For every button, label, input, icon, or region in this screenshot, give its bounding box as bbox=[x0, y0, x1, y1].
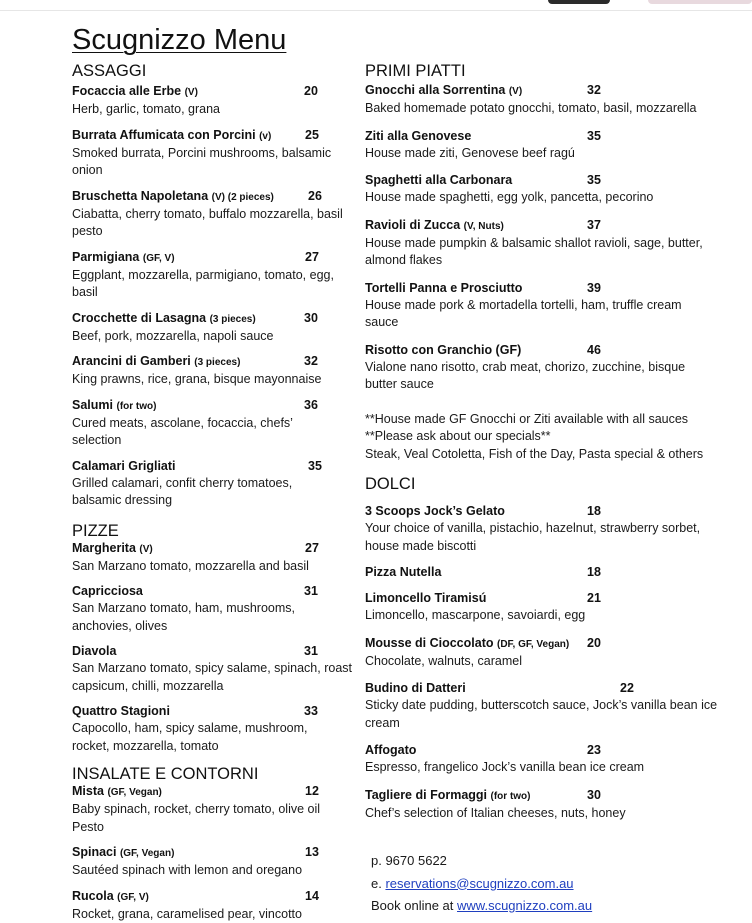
item-note: (v) bbox=[259, 131, 271, 142]
item-price: 27 bbox=[305, 249, 319, 266]
item-price: 12 bbox=[305, 783, 319, 800]
menu-item bbox=[72, 844, 352, 880]
menu-item bbox=[365, 128, 745, 163]
menu-item bbox=[72, 703, 352, 755]
item-price: 14 bbox=[305, 888, 319, 905]
item-price: 32 bbox=[304, 353, 318, 370]
item-name: Diavola bbox=[72, 644, 116, 658]
item-price: 30 bbox=[304, 310, 318, 327]
item-price: 33 bbox=[304, 703, 318, 720]
item-description: Cured meats, ascolane, focaccia, chefs’ selection bbox=[72, 415, 322, 450]
menu-item bbox=[365, 280, 745, 332]
toolbar-button[interactable] bbox=[648, 0, 752, 4]
website-link[interactable]: www.scugnizzo.com.au bbox=[457, 898, 592, 913]
item-name: Budino di Datteri bbox=[365, 681, 466, 695]
item-note: (GF, Vegan) bbox=[120, 848, 174, 859]
menu-item bbox=[72, 583, 352, 635]
item-description: Chocolate, walnuts, caramel bbox=[365, 653, 745, 671]
menu-item bbox=[72, 83, 352, 119]
item-name: Spaghetti alla Carbonara bbox=[365, 173, 512, 187]
item-description: Sautéed spinach with lemon and oregano bbox=[72, 862, 352, 880]
menu-item bbox=[72, 643, 352, 695]
menu-item bbox=[72, 397, 352, 450]
item-price: 32 bbox=[587, 82, 601, 99]
item-name: Calamari Grigliati bbox=[72, 459, 176, 473]
item-name: Tagliere di Formaggi bbox=[365, 788, 487, 802]
top-toolbar-strip bbox=[0, 0, 752, 11]
item-description: Beef, pork, mozzarella, napoli sauce bbox=[72, 328, 352, 346]
menu-item bbox=[365, 172, 745, 207]
item-description: San Marzano tomato, spicy salame, spinach, roast capsicum, chilli, mozzarella bbox=[72, 660, 352, 695]
menu-item bbox=[365, 342, 745, 394]
menu-item bbox=[365, 82, 745, 118]
item-price: 20 bbox=[587, 635, 601, 652]
item-price: 25 bbox=[305, 127, 319, 144]
item-name: Mousse di Cioccolato bbox=[365, 636, 494, 650]
item-description: Espresso, frangelico Jock’s vanilla bean ice cream bbox=[365, 759, 745, 777]
item-name: Arancini di Gamberi bbox=[72, 354, 191, 368]
item-note: (3 pieces) bbox=[210, 314, 256, 325]
item-name: Mista bbox=[72, 784, 104, 798]
item-description: Ciabatta, cherry tomato, buffalo mozzarella, basil pesto bbox=[72, 206, 352, 241]
item-description: Baked homemade potato gnocchi, tomato, basil, mozzarella bbox=[365, 100, 745, 118]
menu-item bbox=[365, 564, 745, 581]
item-note: (for two) bbox=[491, 791, 531, 802]
item-name: Parmigiana bbox=[72, 250, 139, 264]
right-column bbox=[365, 62, 745, 822]
item-description: House made spaghetti, egg yolk, pancetta, pecorino bbox=[365, 189, 745, 207]
menu-item bbox=[365, 787, 745, 823]
item-name: Gnocchi alla Sorrentina bbox=[365, 83, 505, 97]
item-name: Burrata Affumicata con Porcini bbox=[72, 128, 256, 142]
item-description: Smoked burrata, Porcini mushrooms, balsamic onion bbox=[72, 145, 352, 180]
menu-item bbox=[72, 783, 352, 836]
item-description: Your choice of vanilla, pistachio, hazelnut, strawberry sorbet, house made biscotti bbox=[365, 520, 725, 555]
item-price: 22 bbox=[620, 680, 634, 697]
item-name: Ravioli di Zucca bbox=[365, 218, 460, 232]
item-description: Sticky date pudding, butterscotch sauce, Jock’s vanilla bean ice cream bbox=[365, 697, 730, 732]
item-name: Rucola bbox=[72, 889, 114, 903]
item-name: Risotto con Granchio (GF) bbox=[365, 343, 521, 357]
item-price: 36 bbox=[304, 397, 318, 414]
item-price: 20 bbox=[304, 83, 318, 100]
item-description: Capocollo, ham, spicy salame, mushroom, rocket, mozzarella, tomato bbox=[72, 720, 322, 755]
item-description: Rocket, grana, caramelised pear, vincotto bbox=[72, 906, 352, 923]
item-price: 18 bbox=[587, 564, 601, 581]
item-note: (V) bbox=[139, 544, 152, 555]
item-price: 21 bbox=[587, 590, 601, 607]
item-note: (GF, Vegan) bbox=[107, 787, 161, 798]
item-note: (DF, GF, Vegan) bbox=[497, 639, 569, 650]
item-price: 31 bbox=[304, 583, 318, 600]
item-note: (V) (2 pieces) bbox=[212, 192, 274, 203]
item-note: (V) bbox=[509, 86, 522, 97]
menu-item bbox=[72, 127, 352, 180]
menu-item bbox=[72, 540, 352, 576]
item-name: Crocchette di Lasagna bbox=[72, 311, 206, 325]
item-price: 27 bbox=[305, 540, 319, 557]
item-name: Capricciosa bbox=[72, 584, 143, 598]
item-description: Vialone nano risotto, crab meat, chorizo, zucchine, bisque butter sauce bbox=[365, 359, 715, 394]
item-description: King prawns, rice, grana, bisque mayonnaise bbox=[72, 371, 352, 389]
section-heading-insalate: INSALATE E CONTORNI bbox=[72, 765, 352, 783]
item-price: 35 bbox=[587, 128, 601, 145]
item-price: 26 bbox=[308, 188, 322, 205]
item-description: House made ziti, Genovese beef ragú bbox=[365, 145, 745, 163]
note-line: Steak, Veal Cotoletta, Fish of the Day, Pasta special & others bbox=[365, 446, 745, 464]
menu-item bbox=[365, 680, 745, 732]
menu-item bbox=[72, 188, 352, 241]
item-description: Grilled calamari, confit cherry tomatoes, balsamic dressing bbox=[72, 475, 322, 510]
item-description: San Marzano tomato, mozzarella and basil bbox=[72, 558, 352, 576]
item-price: 23 bbox=[587, 742, 601, 759]
item-price: 35 bbox=[308, 458, 322, 475]
menu-item bbox=[365, 742, 745, 777]
left-column bbox=[72, 62, 352, 923]
item-name: Salumi bbox=[72, 398, 113, 412]
section-heading-dolci: DOLCI bbox=[365, 475, 745, 493]
item-description: San Marzano tomato, ham, mushrooms, anchovies, olives bbox=[72, 600, 322, 635]
item-description: House made pumpkin & balsamic shallot ravioli, sage, butter, almond flakes bbox=[365, 235, 710, 270]
menu-item bbox=[365, 217, 745, 270]
item-price: 37 bbox=[587, 217, 601, 234]
menu-item bbox=[72, 888, 352, 923]
item-description: House made pork & mortadella tortelli, ham, truffle cream sauce bbox=[365, 297, 715, 332]
menu-item bbox=[365, 503, 745, 555]
item-name: Affogato bbox=[365, 743, 416, 757]
email-prefix: e. bbox=[371, 876, 385, 891]
item-name: Spinaci bbox=[72, 845, 116, 859]
pasta-notes bbox=[365, 411, 745, 464]
item-name: Bruschetta Napoletana bbox=[72, 189, 208, 203]
toolbar-button[interactable] bbox=[548, 0, 610, 4]
item-description: Chef’s selection of Italian cheeses, nuts, honey bbox=[365, 805, 745, 823]
email-link[interactable]: reservations@scugnizzo.com.au bbox=[385, 876, 573, 891]
item-price: 18 bbox=[587, 503, 601, 520]
menu-item bbox=[72, 458, 352, 510]
item-price: 31 bbox=[304, 643, 318, 660]
section-heading-pizze: PIZZE bbox=[72, 522, 352, 540]
item-name: Pizza Nutella bbox=[365, 565, 441, 579]
item-note: (for two) bbox=[116, 401, 156, 412]
item-price: 30 bbox=[587, 787, 601, 804]
book-online-text: Book online at bbox=[371, 898, 457, 913]
item-name: 3 Scoops Jock’s Gelato bbox=[365, 504, 505, 518]
item-name: Focaccia alle Erbe bbox=[72, 84, 181, 98]
item-price: 13 bbox=[305, 844, 319, 861]
page-title: Scugnizzo Menu bbox=[72, 24, 286, 56]
item-price: 35 bbox=[587, 172, 601, 189]
item-note: (3 pieces) bbox=[194, 357, 240, 368]
contact-block bbox=[371, 850, 671, 918]
item-name: Limoncello Tiramisú bbox=[365, 591, 486, 605]
item-name: Tortelli Panna e Prosciutto bbox=[365, 281, 522, 295]
item-note: (GF, V) bbox=[143, 253, 175, 264]
menu-item bbox=[72, 353, 352, 389]
item-name: Ziti alla Genovese bbox=[365, 129, 471, 143]
phone-number: p. 9670 5622 bbox=[371, 850, 671, 873]
item-price: 46 bbox=[587, 342, 601, 359]
item-note: (V, Nuts) bbox=[464, 221, 504, 232]
note-line: **House made GF Gnocchi or Ziti available with all sauces bbox=[365, 411, 745, 429]
item-name: Quattro Stagioni bbox=[72, 704, 170, 718]
item-note: (GF, V) bbox=[117, 892, 149, 903]
item-description: Herb, garlic, tomato, grana bbox=[72, 101, 352, 119]
menu-item bbox=[365, 635, 745, 671]
note-line: **Please ask about our specials** bbox=[365, 428, 745, 446]
item-description: Baby spinach, rocket, cherry tomato, olive oil Pesto bbox=[72, 801, 342, 836]
item-name: Margherita bbox=[72, 541, 136, 555]
menu-item bbox=[72, 249, 352, 302]
item-description: Eggplant, mozzarella, parmigiano, tomato, egg, basil bbox=[72, 267, 352, 302]
menu-item bbox=[72, 310, 352, 346]
menu-item bbox=[365, 590, 745, 625]
section-heading-assaggi: ASSAGGI bbox=[72, 62, 352, 80]
item-description: Limoncello, mascarpone, savoiardi, egg bbox=[365, 607, 745, 625]
item-price: 39 bbox=[587, 280, 601, 297]
item-note: (V) bbox=[185, 87, 198, 98]
section-heading-primi: PRIMI PIATTI bbox=[365, 62, 745, 80]
